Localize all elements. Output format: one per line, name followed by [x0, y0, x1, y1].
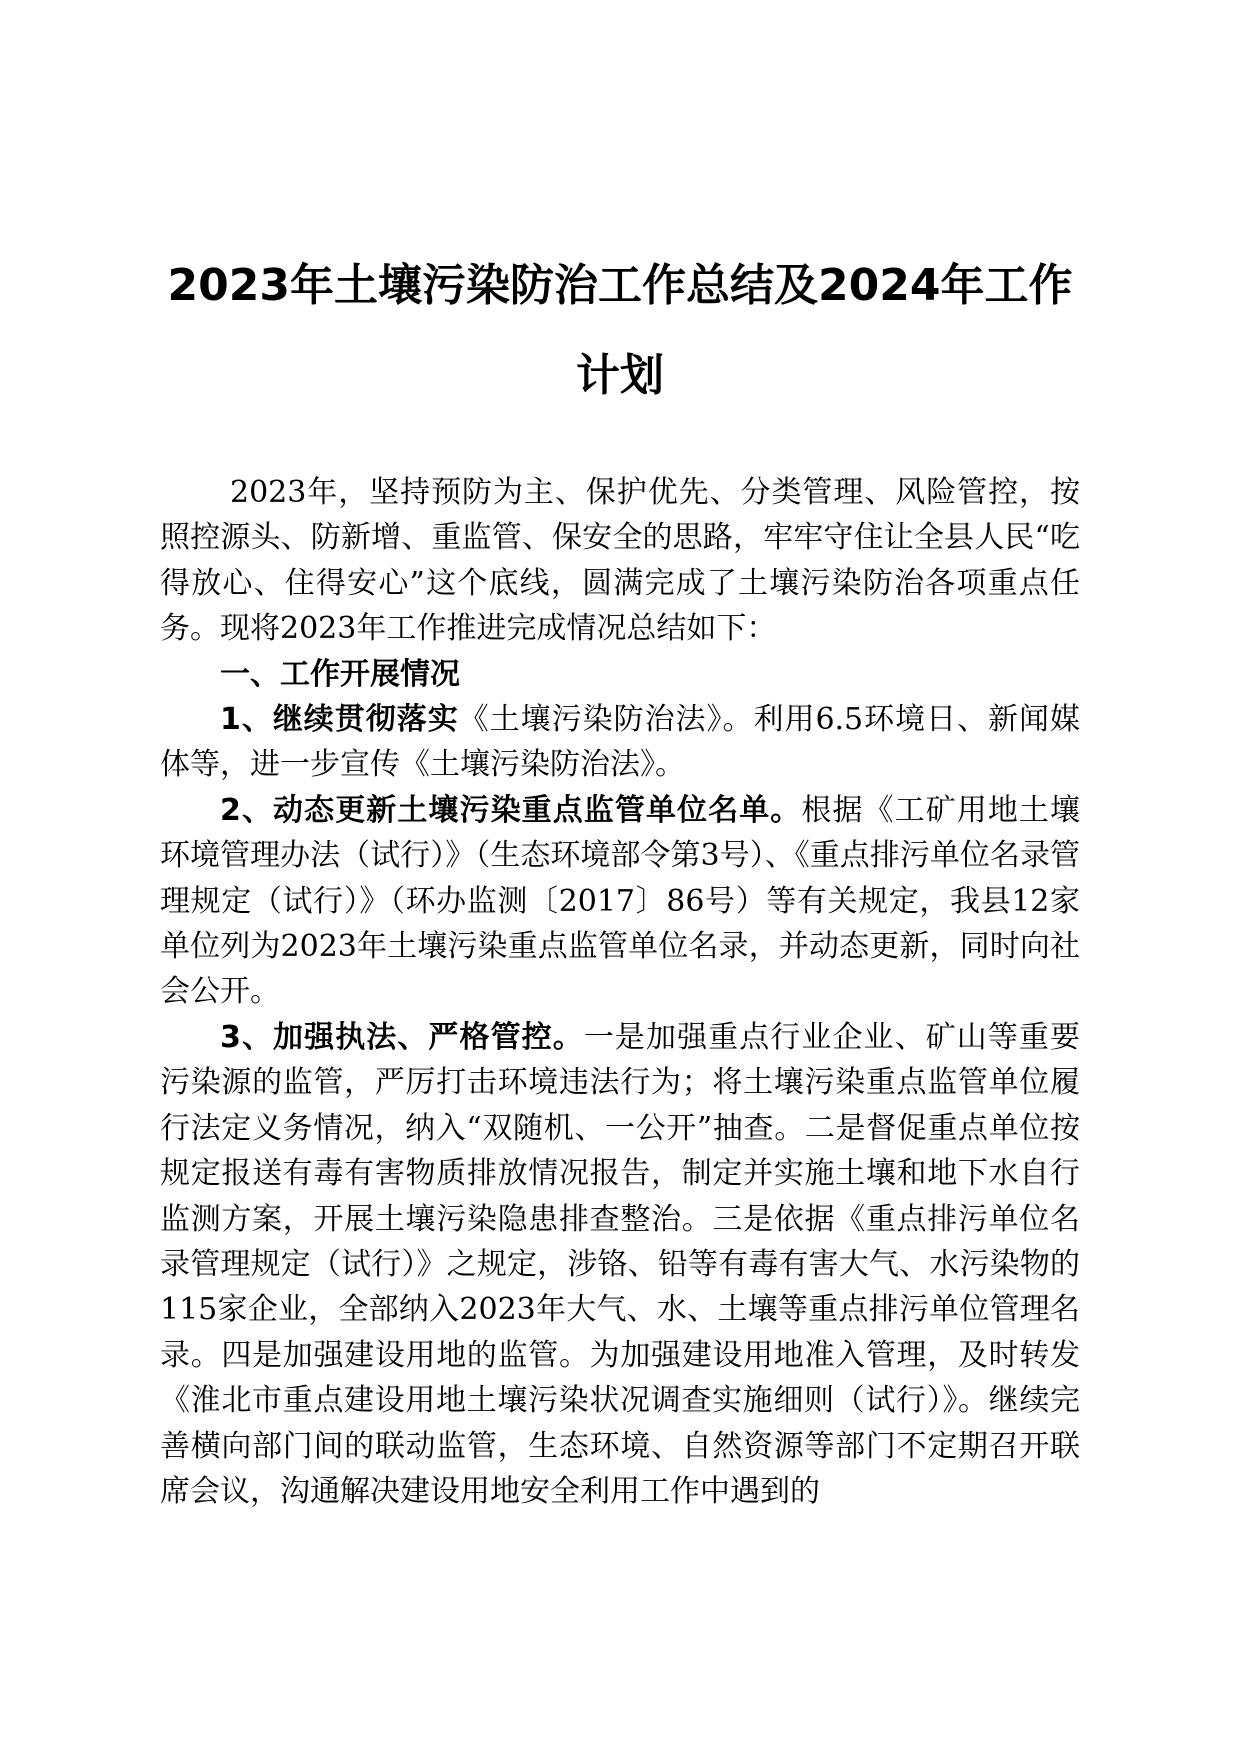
section-1-heading: 一、工作开展情况 — [220, 656, 460, 692]
item-1-heading: 1、继续贯彻落实 — [220, 702, 459, 738]
item-3-paragraph — [160, 1015, 1080, 1514]
title-line-1: 2023年土壤污染防治工作总结及2024年工作 — [167, 260, 1073, 311]
intro-paragraph: 2023年，坚持预防为主、保护优先、分类管理、风险管控，按照控源头、防新增、重监管、保安全的思路，牢牢守住让全县人民“吃得放心、住得安心”这个底线，圆满完成了土壤污染防治各项重点任务。现将2023年工作推进完成情况总结如下： — [160, 475, 1080, 647]
document-body — [160, 470, 1080, 1514]
item-1-paragraph — [160, 697, 1080, 788]
item-2-text: 根据《工矿用地土壤环境管理办法（试行）》（生态环境部令第3号）、《重点排污单位名录管理规定（试行）》（环办监测〔2017〕86号）等有关规定，我县12家单位列为2023年土壤污染重点监管单位名录，并动态更新，同时向社会公开。 — [160, 792, 1081, 1010]
section-heading — [160, 652, 1080, 697]
item-3-heading: 3、加强执法、严格管控。 — [220, 1019, 584, 1055]
title-line-2: 计划 — [576, 350, 664, 401]
item-2-paragraph — [160, 788, 1080, 1015]
item-1-text: 《土壤污染防治法》。利用6.5环境日、新闻媒体等，进一步宣传《土壤污染防治法》。 — [160, 702, 1080, 783]
item-2-heading: 2、动态更新土壤污染重点监管单位名单。 — [220, 792, 802, 828]
item-3-text: 一是加强重点行业企业、矿山等重要污染源的监管，严厉打击环境违法行为；将土壤污染重点监管单位履行法定义务情况，纳入“双随机、一公开”抽查。二是督促重点单位按规定报送有毒有害物质排放情况报告，制定并实施土壤和地下水自行监测方案，开展土壤污染隐患排查整治。三是依据《重点排污单位名录管理规定（试行）》之规定，涉铬、铅等有毒有害大气、水污染物的115家企业，全部纳入2023年大气、水、土壤等重点排污单位管理名录。四是加强建设用地的监管。为加强建设用地准入管理，及时转发《淮北市重点建设用地土壤污染状况调查实施细则（试行）》。继续完善横向部门间的联动监管，生态环境、自然资源等部门不定期召开联席会议，沟通解决建设用地安全利用工作中遇到的 — [160, 1019, 1081, 1509]
